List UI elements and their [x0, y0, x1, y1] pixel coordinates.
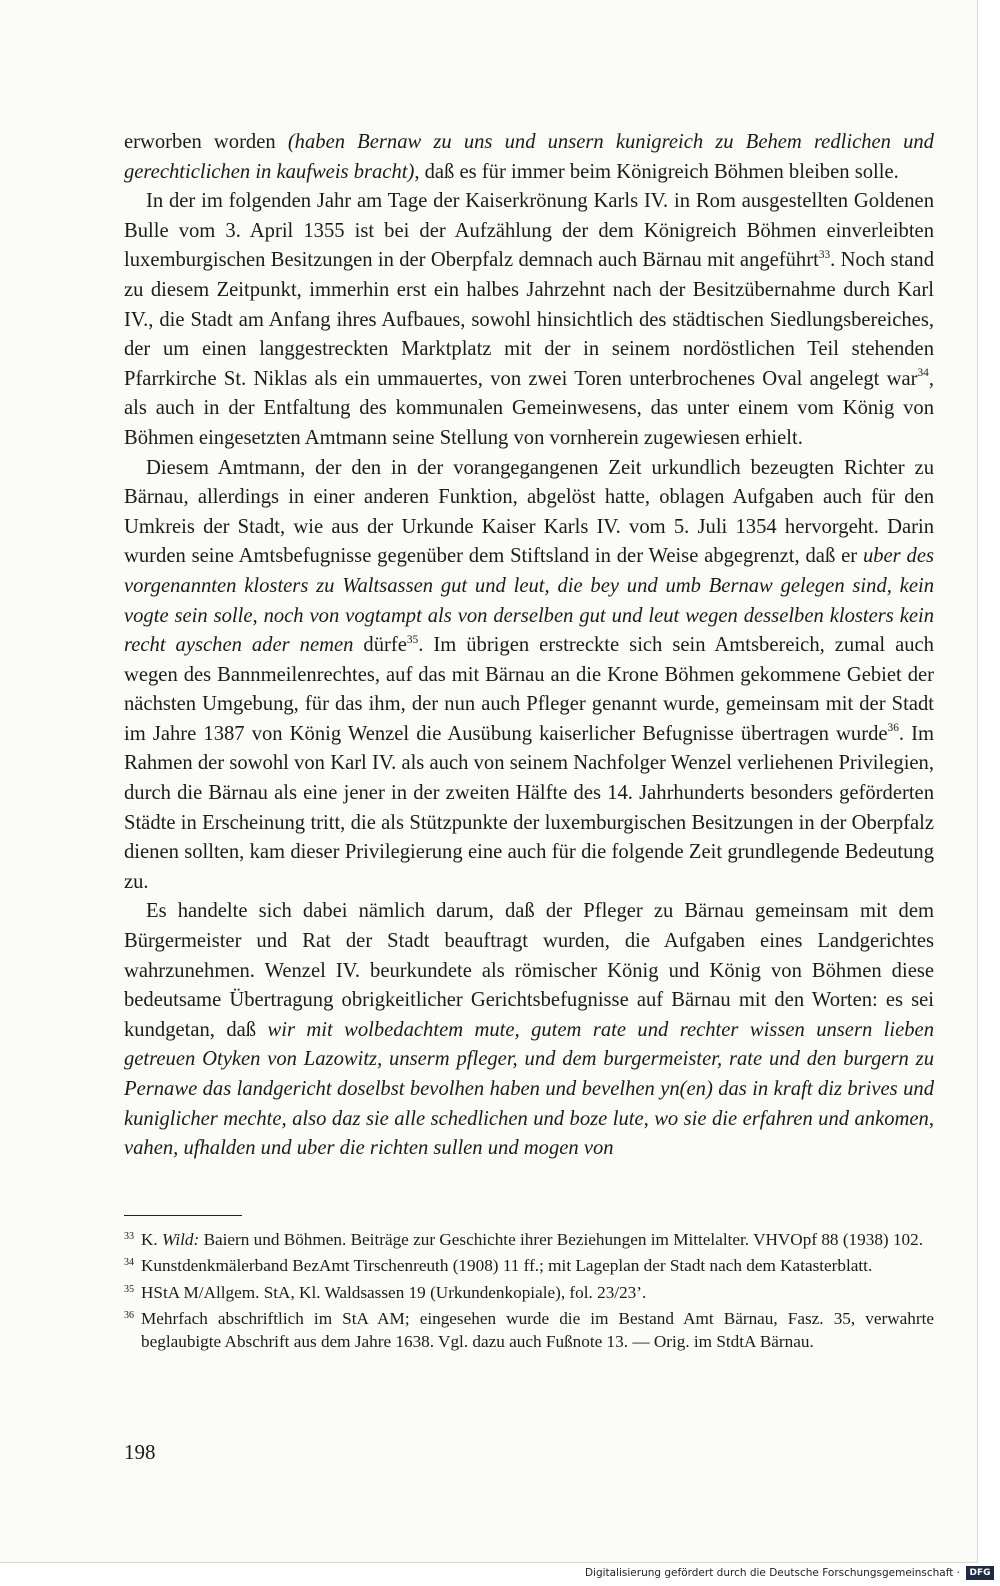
text-run: dürfe [353, 634, 407, 657]
footnote-ref: 34 [917, 367, 929, 380]
italic-quote: wir mit wolbedachtem mute, gutem rate und rechter wissen unsern lieben getreuen Otyken von Lazowitz, unserm pfleger, und dem burgermeister, rate und den burgern zu Pernawe das landgericht doselbst bevolhen haben und bevelhen yn(en) das in kraft diz brives und kuniglicher mechte, also daz sie alle schedlichen und boze lute, wo sie die erfahren und ankomen, vahen, ufhalden und uber die richten sullen und mogen von [124, 1018, 934, 1160]
footnote-number: 36 [124, 1309, 134, 1321]
footnote [124, 1281, 934, 1304]
paragraph [124, 454, 934, 898]
text-run: , als auch in der Entfaltung des kommunalen Gemeinwesens, das unter einem vom König von Böhmen eingesetzten Amtmann seine Stellung von vornherein zugewiesen erhielt. [124, 367, 934, 449]
footnote-ref: 36 [887, 722, 899, 735]
text-run: Diesem Amtmann, der den in der vorangegangenen Zeit urkundlich bezeugten Richter zu Bärnau, allerdings in einer anderen Funktion, abgelöst hatte, oblagen Aufgaben auch für den Umkreis der Stadt, wie aus der Urkunde Kaiser Karls IV. vom 5. Juli 1354 hervorgeht. Darin wurden seine Amtsbefugnisse gegenüber dem Stiftsland in der Weise abgegrenzt, daß er [124, 456, 934, 568]
text-run: . Im Rahmen der sowohl von Karl IV. als auch von seinem Nachfolger Wenzel verliehenen Privilegien, durch die Bärnau als eine jener in der zweiten Hälfte des 14. Jahrhunderts besonders geförderten Städte in Erscheinung tritt, die als Stützpunkte der luxemburgischen Besitzungen in der Oberpfalz dienen sollten, kam dieser Privilegierung eine auch für die folgende Zeit grundlegende Bedeutung zu. [124, 722, 934, 893]
paragraph [124, 897, 934, 1163]
italic-quote: (haben Bernaw zu uns und unsern kunigreich zu Behem redlichen und gerechticlichen in kaufweis bracht) [124, 131, 934, 183]
footnote-ref: 35 [406, 633, 419, 646]
text-run: HStA M/Allgem. StA, Kl. Waldsassen 19 (Urkundenkopiale), fol. 23/23’. [141, 1282, 647, 1302]
italic-quote: Wild: [162, 1230, 200, 1249]
digitization-notice [585, 1564, 994, 1582]
dfg-notice-text: Digitalisierung gefördert durch die Deutsche Forschungsgemeinschaft · [584, 1567, 960, 1579]
footnote-number: 33 [124, 1231, 134, 1242]
text-run: . Noch stand zu diesem Zeitpunkt, immerhin erst ein halbes Jahrzehnt nach der Besitzübernahme durch Karl IV., die Stadt am Anfang ihres Aufbaues, sowohl hinsichtlich des städtischen Siedlungsbereiches, der um einen langgestreckten Marktplatz mit der in seinem nordöstlichen Teil stehenden Pfarrkirche St. Niklas als ein ummauertes, von zwei Toren unterbrochenes Oval angelegt war [124, 249, 935, 390]
body-text [124, 128, 934, 1164]
paragraph [124, 187, 934, 453]
text-run: In der im folgenden Jahr am Tage der Kaiserkrönung Karls IV. in Rom ausgestellten Goldenen Bulle vom 3. April 1355 ist bei der Aufzählung der dem Königreich Böhmen einverleibten luxemburgischen Besitzungen in der Oberpfalz demnach auch Bärnau mit angeführt [124, 190, 934, 272]
footnote [124, 1307, 934, 1354]
paragraph [124, 128, 934, 187]
footnotes [124, 1228, 934, 1356]
footnote-separator [124, 1215, 242, 1216]
text-run: Es handelte sich dabei nämlich darum, daß der Pfleger zu Bärnau gemeinsam mit dem Bürgermeister und Rat der Stadt beauftragt wurden, die Aufgaben eines Landgerichtes wahrzunehmen. Wenzel IV. beurkundete als römischer König und König von Böhmen diese bedeutsame Übertragung obrigkeitlicher Gerichtsbefugnisse auf Bärnau mit den Worten: es sei kundgetan, daß [124, 900, 934, 1041]
footnote-number: 35 [124, 1283, 134, 1295]
text-run: erworben worden [124, 131, 288, 153]
text-run: Mehrfach abschriftlich im StA AM; eingesehen wurde die im Bestand Amt Bärnau, Fasz. 35, verwahrte beglaubigte Abschrift aus dem Jahre 1638. Vgl. dazu auch Fußnote 13. — Orig. im StdtA Bärnau. [141, 1308, 934, 1352]
footnote-ref: 33 [818, 248, 831, 261]
italic-quote: uber des vorgenannten klosters zu Waltsassen gut und leut, die bey und umb Bernaw gelegen sind, kein vogte sein solle, noch von vogtampt als von derselben gut und leut wegen desselben klosters kein recht ayschen ader nemen [124, 545, 935, 657]
page-number: 198 [124, 1440, 156, 1464]
dfg-logo: DFG [966, 1566, 994, 1580]
text-run: K. [141, 1230, 163, 1249]
footnote [124, 1228, 934, 1251]
text-run: Baiern und Böhmen. Beiträge zur Geschichte ihrer Beziehungen im Mittelalter. VHVOpf 88 (1938) 102. [199, 1230, 924, 1249]
footnote-number: 34 [124, 1257, 134, 1269]
text-run: , daß es für immer beim Königreich Böhmen bleiben solle. [414, 160, 899, 183]
footnote [124, 1254, 934, 1277]
text-run: Kunstdenkmälerband BezAmt Tirschenreuth (1908) 11 ff.; mit Lageplan der Stadt nach dem Katasterblatt. [141, 1256, 873, 1276]
text-run: . Im übrigen erstreckte sich sein Amtsbereich, zumal auch wegen des Bannmeilenrechtes, auf das mit Bärnau an die Krone Böhmen gekommene Gebiet der nächsten Umgebung, für das ihm, der nun auch Pfleger genannt wurde, gemeinsam mit der Stadt im Jahre 1387 von König Wenzel die Ausübung kaiserlicher Befugnisse übertragen wurde [124, 634, 934, 745]
